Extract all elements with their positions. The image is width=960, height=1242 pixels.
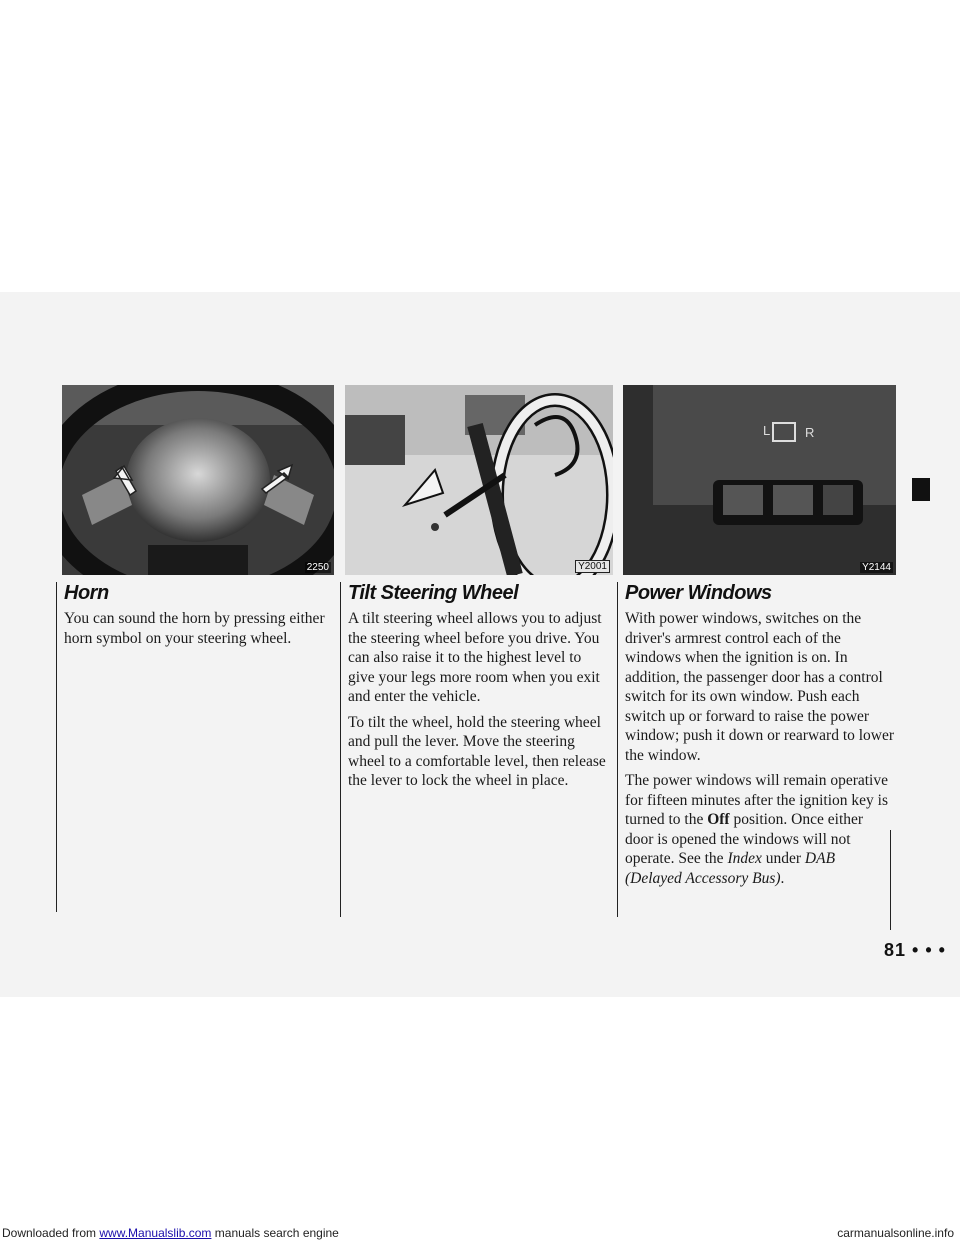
- figure-code: Y2144: [862, 562, 891, 573]
- column-rule: [617, 582, 618, 917]
- watermark: carmanualsonline.info: [837, 1226, 954, 1240]
- tilt-lever-illustration: [345, 385, 613, 575]
- section-heading: Tilt Steering Wheel: [348, 582, 519, 604]
- column-rule: [340, 582, 341, 917]
- paragraph: You can sound the horn by pressing either horn symbol on your steering wheel.: [64, 610, 325, 647]
- power-windows-section: [625, 582, 895, 894]
- paragraph: To tilt the wheel, hold the steering wheel and pull the lever. Move the steering wheel to a comfortable level, then release the lever to lock the wheel in place.: [348, 713, 606, 789]
- figure-code: Y2001: [575, 560, 610, 573]
- figure-code: 2250: [306, 562, 329, 573]
- window-switch-illustration: [623, 385, 896, 575]
- tilt-section: [348, 582, 610, 797]
- section-heading: Power Windows: [625, 582, 772, 604]
- paragraph: A tilt steering wheel allows you to adjust the steering wheel before you drive. You can also raise it to the highest level to give your legs more room when you exit and enter the vehicle.: [348, 610, 602, 705]
- footer: [0, 1226, 960, 1242]
- paragraph: With power windows, switches on the driver's armrest control each of the windows when the ignition is on. In addition, the passenger door has a control switch for its own window. Push each switch up or forward to raise the power window; push it down or rearward to lower the window.: [625, 610, 895, 764]
- svg-text:R: R: [805, 425, 815, 440]
- power-window-photo: [623, 385, 896, 575]
- download-note: Downloaded from www.Manualslib.com manuals search engine: [2, 1226, 339, 1240]
- page-number: 81 • • •: [884, 940, 946, 960]
- horn-section: [64, 582, 326, 654]
- svg-text:L: L: [763, 423, 771, 438]
- tilt-wheel-drawing: [345, 385, 613, 575]
- manualslib-link[interactable]: www.Manualslib.com: [99, 1226, 212, 1240]
- steering-wheel-illustration: [62, 385, 334, 575]
- column-rule: [56, 582, 57, 912]
- section-heading: Horn: [64, 582, 109, 604]
- horn-photo: [62, 385, 334, 575]
- paragraph: The power windows will remain operative for fifteen minutes after the ignition key is turned to the Off position. Once either door is opened the windows will not operate. See the Index under DAB (Delayed Accessory Bus).: [625, 772, 888, 887]
- section-tab-marker: [912, 478, 930, 501]
